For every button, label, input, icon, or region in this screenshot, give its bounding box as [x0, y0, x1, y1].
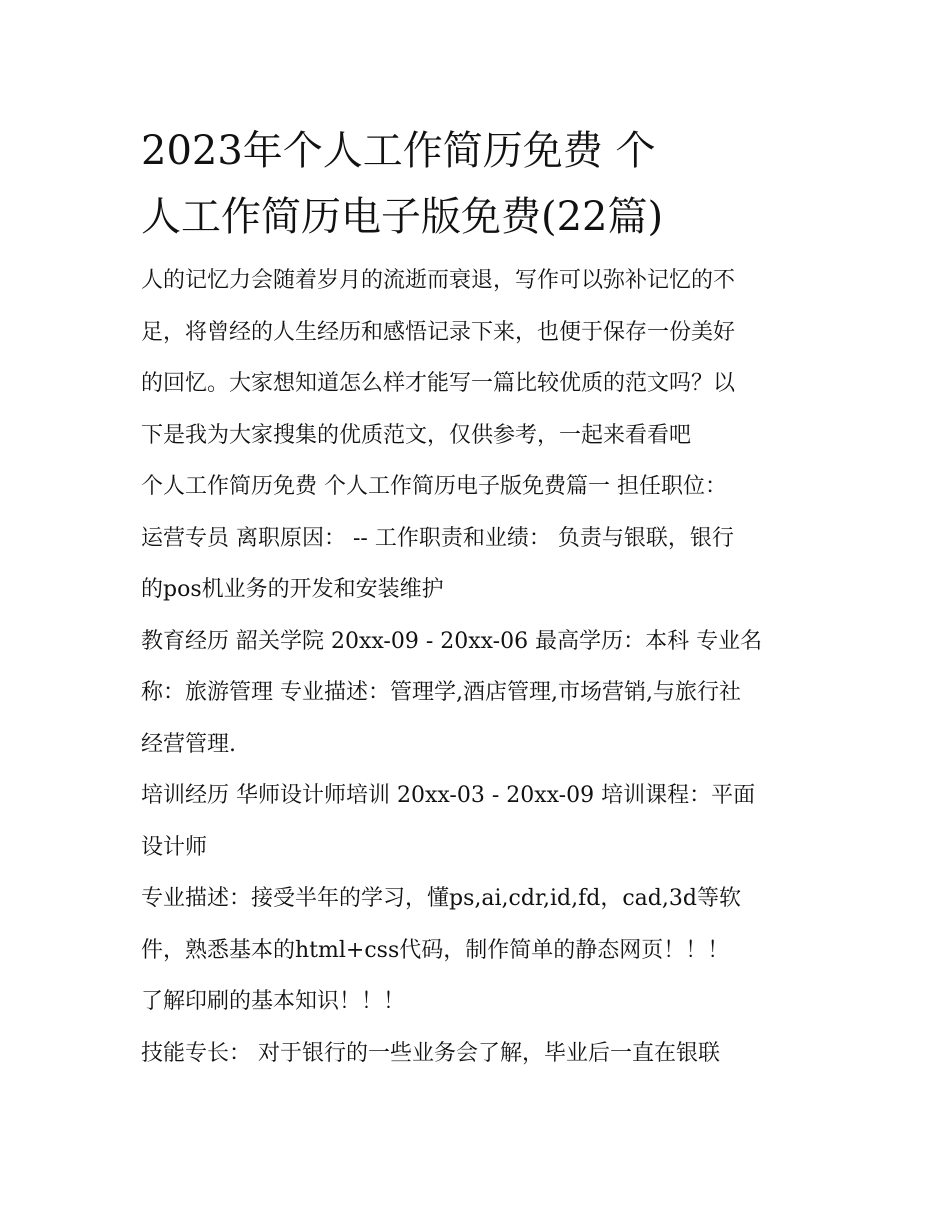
description-line: 了解印刷的基本知识！！！ — [141, 989, 406, 1014]
skills-paragraph — [141, 1028, 813, 1080]
title-line-1: 2023年个人工作简历免费 个 — [141, 128, 656, 174]
intro-line: 人的记忆力会随着岁月的流逝而衰退，写作可以弥补记忆的不 — [141, 268, 736, 293]
description-line: 专业描述：接受半年的学习，懂ps,ai,cdr,id,fd，cad,3d等软 — [141, 886, 741, 911]
education-line: 教育经历 韶关学院 20xx-09 - 20xx-06 最高学历：本科 专业名 — [141, 628, 763, 654]
education-paragraph — [141, 616, 813, 771]
description-line: 件，熟悉基本的html+css代码，制作简单的静态网页！！！ — [141, 937, 730, 963]
title-line-2: 人工作简历电子版免费(22篇) — [141, 194, 664, 240]
education-line: 称：旅游管理 专业描述：管理学,酒店管理,市场营销,与旅行社 — [141, 680, 741, 705]
document-title — [141, 118, 813, 250]
training-paragraph — [141, 770, 813, 873]
intro-line: 足，将曾经的人生经历和感悟记录下来，也便于保存一份美好 — [141, 319, 736, 345]
job-line: 的pos机业务的开发和安装维护 — [141, 577, 444, 602]
training-line: 培训经历 华师设计师培训 20xx-03 - 20xx-09 培训课程：平面 — [141, 783, 756, 808]
education-line: 经营管理. — [141, 731, 236, 757]
intro-line: 的回忆。大家想知道怎么样才能写一篇比较优质的范文吗？以 — [141, 371, 736, 396]
intro-line: 下是我为大家搜集的优质范文，仅供参考，一起来看看吧 — [141, 422, 692, 448]
intro-paragraph — [141, 255, 813, 461]
job-line: 个人工作简历免费 个人工作简历电子版免费篇一 担任职位： — [141, 474, 727, 499]
training-line: 设计师 — [141, 834, 208, 860]
skills-line: 技能专长： 对于银行的一些业务会了解，毕业后一直在银联 — [141, 1040, 720, 1066]
job-line: 运营专员 离职原因： -- 工作职责和业绩： 负责与银联，银行 — [141, 525, 734, 551]
job-section-paragraph — [141, 461, 813, 616]
description-paragraph — [141, 873, 813, 1028]
document-content — [141, 118, 813, 1079]
